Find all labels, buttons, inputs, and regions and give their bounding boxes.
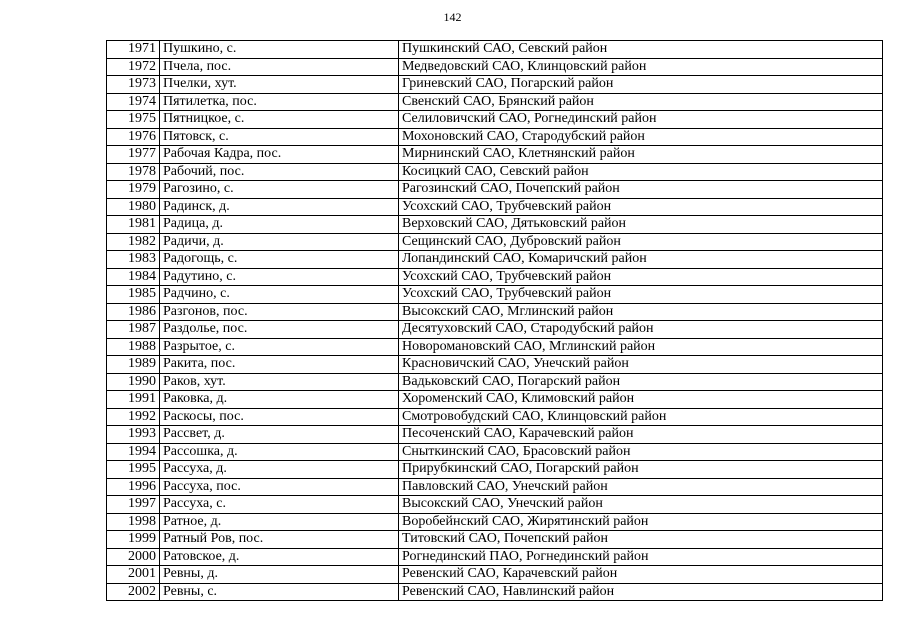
- settlements-table: [106, 40, 883, 601]
- administrative-unit: Медведовский САО, Клинцовский район: [399, 58, 883, 76]
- row-number: 1974: [107, 93, 160, 111]
- row-number: 1998: [107, 513, 160, 531]
- administrative-unit: Новоромановский САО, Мглинский район: [399, 338, 883, 356]
- table-row: [107, 426, 883, 444]
- settlement-name: Рассуха, д.: [160, 461, 399, 479]
- administrative-unit: Смотровобудский САО, Клинцовский район: [399, 408, 883, 426]
- settlement-name: Радчино, с.: [160, 286, 399, 304]
- row-number: 1993: [107, 426, 160, 444]
- row-number: 2001: [107, 566, 160, 584]
- settlement-name: Радица, д.: [160, 216, 399, 234]
- row-number: 1990: [107, 373, 160, 391]
- administrative-unit: Титовский САО, Почепский район: [399, 531, 883, 549]
- row-number: 1982: [107, 233, 160, 251]
- table-row: [107, 373, 883, 391]
- table-row: [107, 531, 883, 549]
- settlement-name: Рабочая Кадра, пос.: [160, 146, 399, 164]
- table-row: [107, 268, 883, 286]
- administrative-unit: Вадьковский САО, Погарский район: [399, 373, 883, 391]
- row-number: 1976: [107, 128, 160, 146]
- table-row: [107, 286, 883, 304]
- settlement-name: Пятилетка, пос.: [160, 93, 399, 111]
- settlement-name: Рассуха, с.: [160, 496, 399, 514]
- administrative-unit: Высокский САО, Унечский район: [399, 496, 883, 514]
- row-number: 1992: [107, 408, 160, 426]
- row-number: 1986: [107, 303, 160, 321]
- administrative-unit: Воробейнский САО, Жирятинский район: [399, 513, 883, 531]
- page-number: 142: [443, 10, 462, 24]
- table-row: [107, 513, 883, 531]
- settlement-name: Радичи, д.: [160, 233, 399, 251]
- row-number: 1979: [107, 181, 160, 199]
- settlement-name: Ратный Ров, пос.: [160, 531, 399, 549]
- table-row: [107, 566, 883, 584]
- table-row: [107, 128, 883, 146]
- administrative-unit: Рагозинский САО, Почепский район: [399, 181, 883, 199]
- administrative-unit: Селиловичский САО, Рогнединский район: [399, 111, 883, 129]
- settlement-name: Разгонов, пос.: [160, 303, 399, 321]
- administrative-unit: Свенский САО, Брянский район: [399, 93, 883, 111]
- administrative-unit: Красновичский САО, Унечский район: [399, 356, 883, 374]
- table-row: [107, 356, 883, 374]
- table-row: [107, 216, 883, 234]
- row-number: 1995: [107, 461, 160, 479]
- administrative-unit: Сныткинский САО, Брасовский район: [399, 443, 883, 461]
- row-number: 1984: [107, 268, 160, 286]
- settlement-name: Разрытое, с.: [160, 338, 399, 356]
- settlement-name: Рассвет, д.: [160, 426, 399, 444]
- row-number: 1989: [107, 356, 160, 374]
- administrative-unit: Хороменский САО, Климовский район: [399, 391, 883, 409]
- table-row: [107, 163, 883, 181]
- table-row: [107, 548, 883, 566]
- row-number: 1999: [107, 531, 160, 549]
- administrative-unit: Сещинский САО, Дубровский район: [399, 233, 883, 251]
- row-number: 1985: [107, 286, 160, 304]
- row-number: 1994: [107, 443, 160, 461]
- table-row: [107, 443, 883, 461]
- row-number: 1981: [107, 216, 160, 234]
- settlement-name: Ревны, д.: [160, 566, 399, 584]
- row-number: 2000: [107, 548, 160, 566]
- settlement-name: Пчелки, хут.: [160, 76, 399, 94]
- table-row: [107, 583, 883, 601]
- administrative-unit: Усохский САО, Трубчевский район: [399, 286, 883, 304]
- table-row: [107, 496, 883, 514]
- row-number: 1983: [107, 251, 160, 269]
- table-row: [107, 181, 883, 199]
- row-number: 2002: [107, 583, 160, 601]
- administrative-unit: Рогнединский ПАО, Рогнединский район: [399, 548, 883, 566]
- settlement-name: Ратное, д.: [160, 513, 399, 531]
- administrative-unit: Лопандинский САО, Комаричский район: [399, 251, 883, 269]
- table-row: [107, 146, 883, 164]
- table-row: [107, 408, 883, 426]
- settlement-name: Пчела, пос.: [160, 58, 399, 76]
- row-number: 1997: [107, 496, 160, 514]
- table-row: [107, 76, 883, 94]
- administrative-unit: Мирнинский САО, Клетнянский район: [399, 146, 883, 164]
- administrative-unit: Усохский САО, Трубчевский район: [399, 268, 883, 286]
- table-row: [107, 58, 883, 76]
- settlement-name: Рассуха, пос.: [160, 478, 399, 496]
- table-row: [107, 41, 883, 59]
- table-row: [107, 111, 883, 129]
- table-row: [107, 251, 883, 269]
- table-row: [107, 233, 883, 251]
- row-number: 1972: [107, 58, 160, 76]
- administrative-unit: Косицкий САО, Севский район: [399, 163, 883, 181]
- settlement-name: Радогощь, с.: [160, 251, 399, 269]
- table-row: [107, 338, 883, 356]
- row-number: 1980: [107, 198, 160, 216]
- administrative-unit: Усохский САО, Трубчевский район: [399, 198, 883, 216]
- table-row: [107, 321, 883, 339]
- table-row: [107, 478, 883, 496]
- settlement-name: Раскосы, пос.: [160, 408, 399, 426]
- administrative-unit: Высокский САО, Мглинский район: [399, 303, 883, 321]
- administrative-unit: Ревенский САО, Навлинский район: [399, 583, 883, 601]
- table-row: [107, 198, 883, 216]
- administrative-unit: Прирубкинский САО, Погарский район: [399, 461, 883, 479]
- settlement-name: Раков, хут.: [160, 373, 399, 391]
- administrative-unit: Павловский САО, Унечский район: [399, 478, 883, 496]
- administrative-unit: Пушкинский САО, Севский район: [399, 41, 883, 59]
- row-number: 1987: [107, 321, 160, 339]
- row-number: 1971: [107, 41, 160, 59]
- administrative-unit: Песоченский САО, Карачевский район: [399, 426, 883, 444]
- row-number: 1973: [107, 76, 160, 94]
- settlement-name: Рассошка, д.: [160, 443, 399, 461]
- row-number: 1978: [107, 163, 160, 181]
- settlement-name: Пятницкое, с.: [160, 111, 399, 129]
- table-row: [107, 461, 883, 479]
- settlement-name: Радутино, с.: [160, 268, 399, 286]
- table-row: [107, 391, 883, 409]
- administrative-unit: Десятуховский САО, Стародубский район: [399, 321, 883, 339]
- settlement-name: Рагозино, с.: [160, 181, 399, 199]
- settlement-name: Ракита, пос.: [160, 356, 399, 374]
- row-number: 1988: [107, 338, 160, 356]
- administrative-unit: Ревенский САО, Карачевский район: [399, 566, 883, 584]
- settlement-name: Ратовское, д.: [160, 548, 399, 566]
- settlement-name: Раздолье, пос.: [160, 321, 399, 339]
- table-row: [107, 303, 883, 321]
- settlement-name: Радинск, д.: [160, 198, 399, 216]
- table-row: [107, 93, 883, 111]
- row-number: 1991: [107, 391, 160, 409]
- settlement-name: Пятовск, с.: [160, 128, 399, 146]
- administrative-unit: Гриневский САО, Погарский район: [399, 76, 883, 94]
- settlement-name: Раковка, д.: [160, 391, 399, 409]
- settlements-table-body: [107, 41, 883, 601]
- settlement-name: Пушкино, с.: [160, 41, 399, 59]
- row-number: 1975: [107, 111, 160, 129]
- administrative-unit: Верховский САО, Дятьковский район: [399, 216, 883, 234]
- settlement-name: Рабочий, пос.: [160, 163, 399, 181]
- row-number: 1996: [107, 478, 160, 496]
- row-number: 1977: [107, 146, 160, 164]
- settlement-name: Ревны, с.: [160, 583, 399, 601]
- administrative-unit: Мохоновский САО, Стародубский район: [399, 128, 883, 146]
